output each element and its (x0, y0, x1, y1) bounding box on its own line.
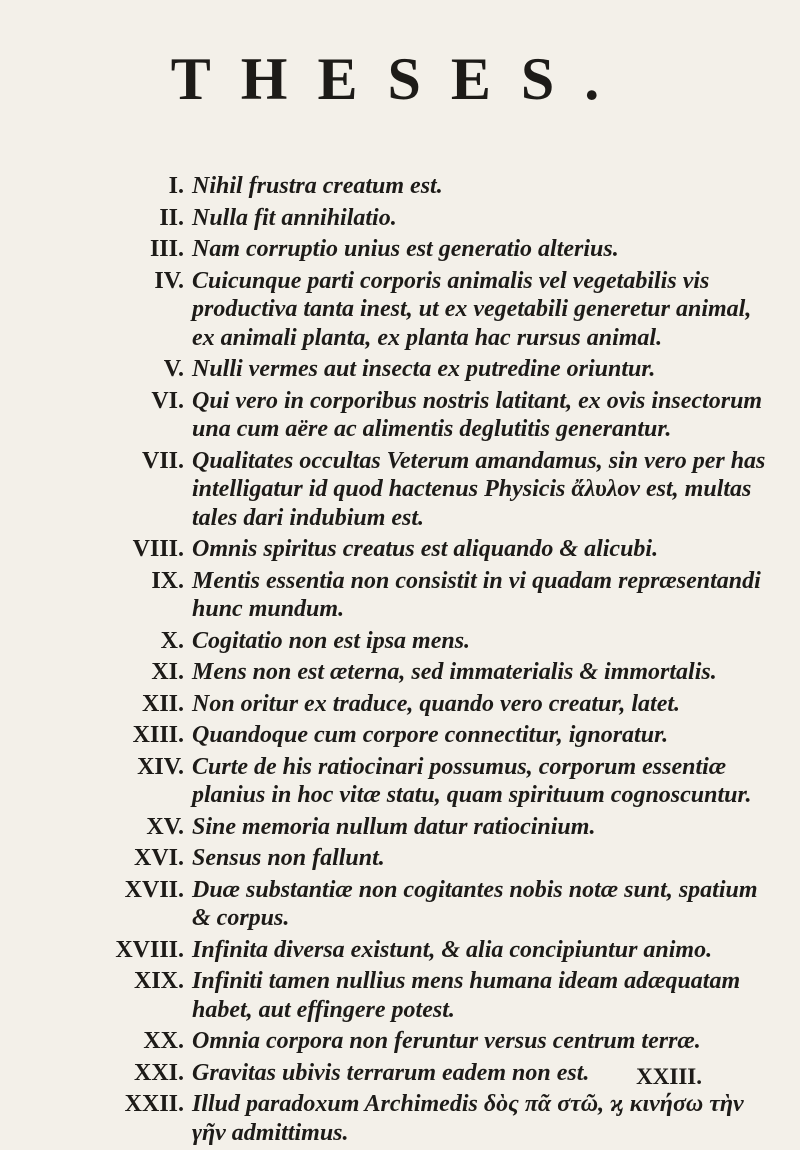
theses-list (0, 172, 800, 1150)
thesis-number: VII. (141, 447, 184, 474)
thesis-item (0, 936, 800, 965)
thesis-number: XIX. (133, 968, 184, 994)
thesis-text: Cogitatio non est ipsa mens. (192, 627, 471, 654)
thesis-number: XXII. (124, 1091, 184, 1117)
thesis-item (0, 267, 800, 353)
thesis-number: XIV. (137, 753, 184, 780)
thesis-number: XXI. (133, 1059, 184, 1086)
thesis-text: Nulli vermes aut insecta ex putredine oriuntur. (192, 356, 656, 382)
thesis-text: Gravitas ubivis terrarum eadem non est. (192, 1059, 590, 1086)
thesis-text: Qualitates occultas Veterum amandamus, sin vero per has intelligatur id quod hactenus Physicis ἄλυλον est, multas tales dari indubium est. (192, 447, 766, 531)
thesis-item (0, 658, 800, 687)
thesis-text: Illud paradoxum Archimedis δὸς πᾶ στῶ, ϗ κινήσω τὴν γῆν admittimus. (192, 1091, 744, 1146)
thesis-text: Sensus non fallunt. (192, 845, 385, 871)
thesis-text: Duæ substantiæ non cogitantes nobis notæ sunt, spatium & corpus. (192, 876, 758, 931)
thesis-text: Infinita diversa existunt, & alia concipiuntur animo. (192, 936, 713, 963)
thesis-number: III. (149, 236, 184, 262)
thesis-number: X. (160, 627, 184, 654)
thesis-text: Omnia corpora non feruntur versus centrum terræ. (192, 1028, 701, 1054)
thesis-number: XV. (146, 813, 184, 840)
thesis-text: Mens non est æterna, sed immaterialis & immortalis. (192, 659, 717, 685)
thesis-item (0, 876, 800, 933)
thesis-text: Nihil frustra creatum est. (192, 173, 443, 199)
thesis-item (0, 967, 800, 1024)
thesis-number: V. (163, 356, 184, 382)
thesis-number: XVII. (124, 876, 184, 903)
thesis-item (0, 387, 800, 444)
catchword: XXIII. (636, 1064, 702, 1089)
thesis-number: XX. (143, 1028, 184, 1054)
thesis-item (0, 813, 800, 842)
thesis-number: XIII. (132, 722, 184, 748)
thesis-text: Curte de his ratiocinari possumus, corporum essentiæ planius in hoc vitæ statu, quam spirituum cognoscuntur. (192, 753, 752, 808)
thesis-item (0, 355, 800, 384)
page-title: THESES. (170, 46, 630, 112)
thesis-text: Mentis essentia non consistit in vi quadam repræsentandi hunc mundum. (192, 567, 761, 622)
thesis-item (0, 627, 800, 656)
thesis-item (0, 567, 800, 624)
thesis-item (0, 844, 800, 873)
thesis-number: II. (159, 204, 184, 231)
thesis-item (0, 535, 800, 564)
thesis-number: IV. (154, 267, 184, 294)
thesis-item (0, 172, 800, 201)
thesis-text: Cuicunque parti corporis animalis vel vegetabilis vis productiva tanta inest, ut ex vegetabili generetur animal, ex animali planta, ex planta hac rursus animal. (192, 267, 752, 351)
thesis-number: XVIII. (115, 936, 184, 963)
thesis-item (0, 1027, 800, 1056)
thesis-number: I. (168, 173, 184, 199)
thesis-text: Qui vero in corporibus nostris latitant, ex ovis insectorum una cum aëre ac alimentis deglutitis generantur. (192, 387, 763, 442)
thesis-number: XI. (151, 659, 184, 685)
thesis-number: VI. (151, 387, 184, 414)
thesis-item (0, 235, 800, 264)
thesis-text: Sine memoria nullum datur ratiocinium. (192, 813, 596, 840)
thesis-item (0, 204, 800, 233)
thesis-text: Quandoque cum corpore connectitur, ignoratur. (192, 722, 669, 748)
thesis-number: XVI. (133, 845, 184, 871)
thesis-item (0, 721, 800, 750)
thesis-item (0, 1090, 800, 1147)
thesis-text: Non oritur ex traduce, quando vero creatur, latet. (192, 690, 681, 717)
thesis-number: IX. (151, 567, 184, 594)
thesis-text: Nam corruptio unius est generatio alterius. (192, 236, 619, 262)
thesis-text: Infiniti tamen nullius mens humana ideam adæquatam habet, aut effingere potest. (192, 968, 741, 1023)
thesis-number: XII. (141, 690, 184, 717)
thesis-item (0, 753, 800, 810)
thesis-text: Nulla fit annihilatio. (192, 204, 397, 231)
thesis-number: VIII. (132, 536, 184, 562)
thesis-item (0, 447, 800, 533)
thesis-item (0, 690, 800, 719)
thesis-text: Omnis spiritus creatus est aliquando & alicubi. (192, 536, 659, 562)
